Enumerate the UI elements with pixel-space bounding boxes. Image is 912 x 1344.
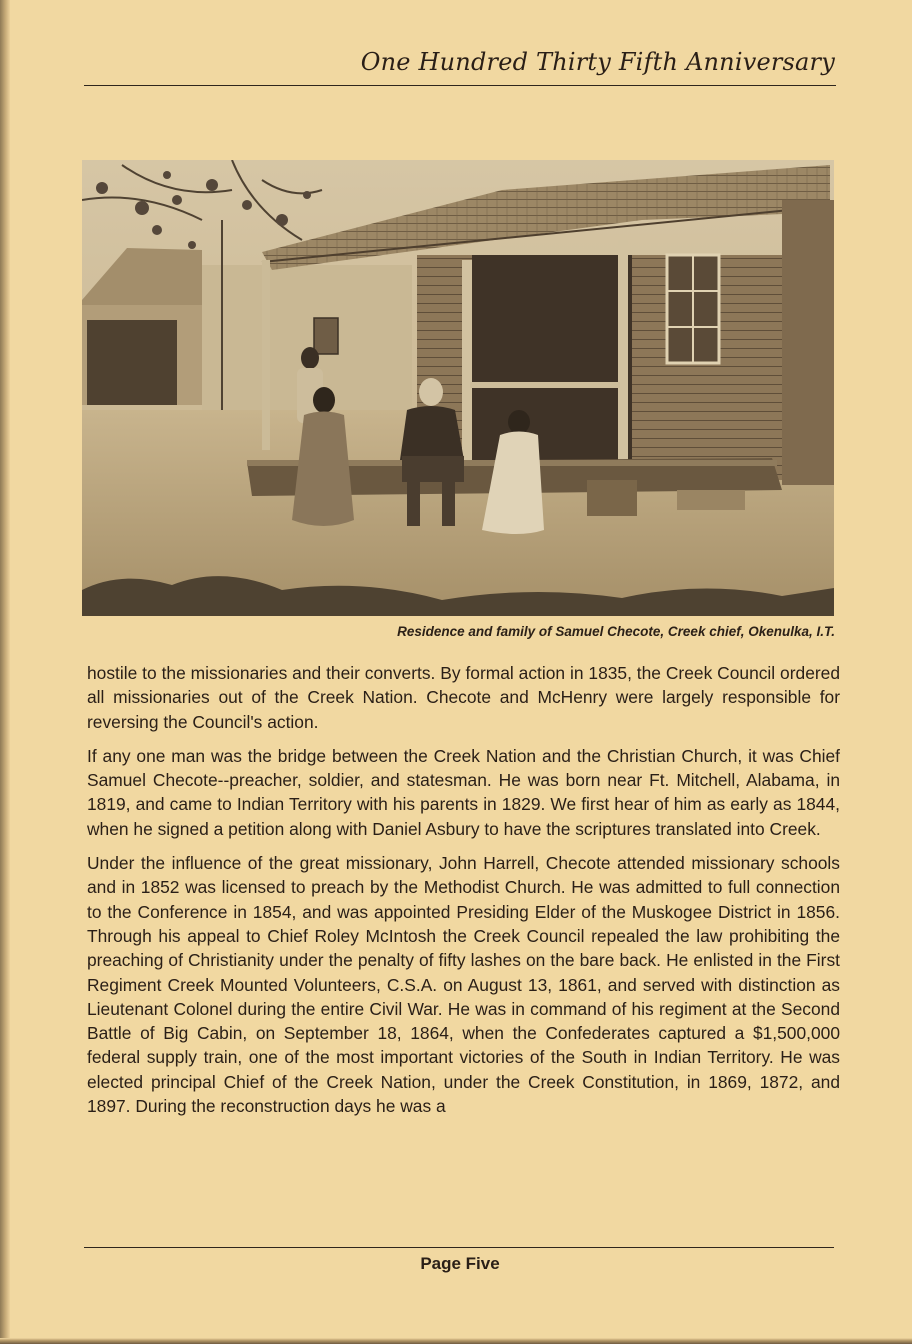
photo-caption: Residence and family of Samuel Checote, Creek chief, Okenulka, I.T. [397, 624, 835, 639]
page-binding-edge [0, 0, 10, 1344]
paragraph-checote-bridge: If any one man was the bridge between the Creek Nation and the Christian Church, it was Chief Samuel Checote--preacher, soldier, and statesman. He was born near Ft. Mitchell, Alabama, in 1819, and came to Indian Territory with his parents in 1829. We first hear of him as early as 1844, when he signed a petition along with Daniel Asbury to have the scriptures translated into Creek. [87, 745, 840, 839]
residence-family-photograph [82, 160, 834, 616]
article-body [87, 661, 840, 1128]
page-bottom-edge [0, 1338, 912, 1344]
paragraph-missionaries: hostile to the missionaries and their converts. By formal action in 1835, the Creek Council ordered all missionaries out of the Creek Nation. Checote and McHenry were largely responsible for reversing the Council's action. [87, 663, 840, 732]
anniversary-header-title: One Hundred Thirty Fifth Anniversary [360, 48, 835, 76]
page-number: Page Five [420, 1254, 500, 1273]
footer-divider [84, 1247, 834, 1248]
sepia-house-scene [82, 160, 834, 616]
paragraph-checote-career: Under the influence of the great missionary, John Harrell, Checote attended missionary schools and in 1852 was licensed to preach by the Methodist Church. He was admitted to full connection to the Conference in 1854, and was appointed Presiding Elder of the Muskogee District in 1856. Through his appeal to Chief Roley McIntosh the Creek Council repealed the law prohibiting the preaching of Christianity under the penalty of fifty lashes on the bare back. He enlisted in the First Regiment Creek Mounted Volunteers, C.S.A. on August 13, 1861, and served with distinction as Lieutenant Colonel during the entire Civil War. He was in command of his regiment at the Second Battle of Big Cabin, on September 18, 1864, when the Confederates captured a $1,500,000 federal supply train, one of the most important victories of the South in Indian Territory. He was elected principal Chief of the Creek Nation, under the Creek Constitution, in 1869, 1872, and 1897. During the reconstruction days he was a [87, 853, 840, 1117]
header-divider [84, 85, 836, 86]
